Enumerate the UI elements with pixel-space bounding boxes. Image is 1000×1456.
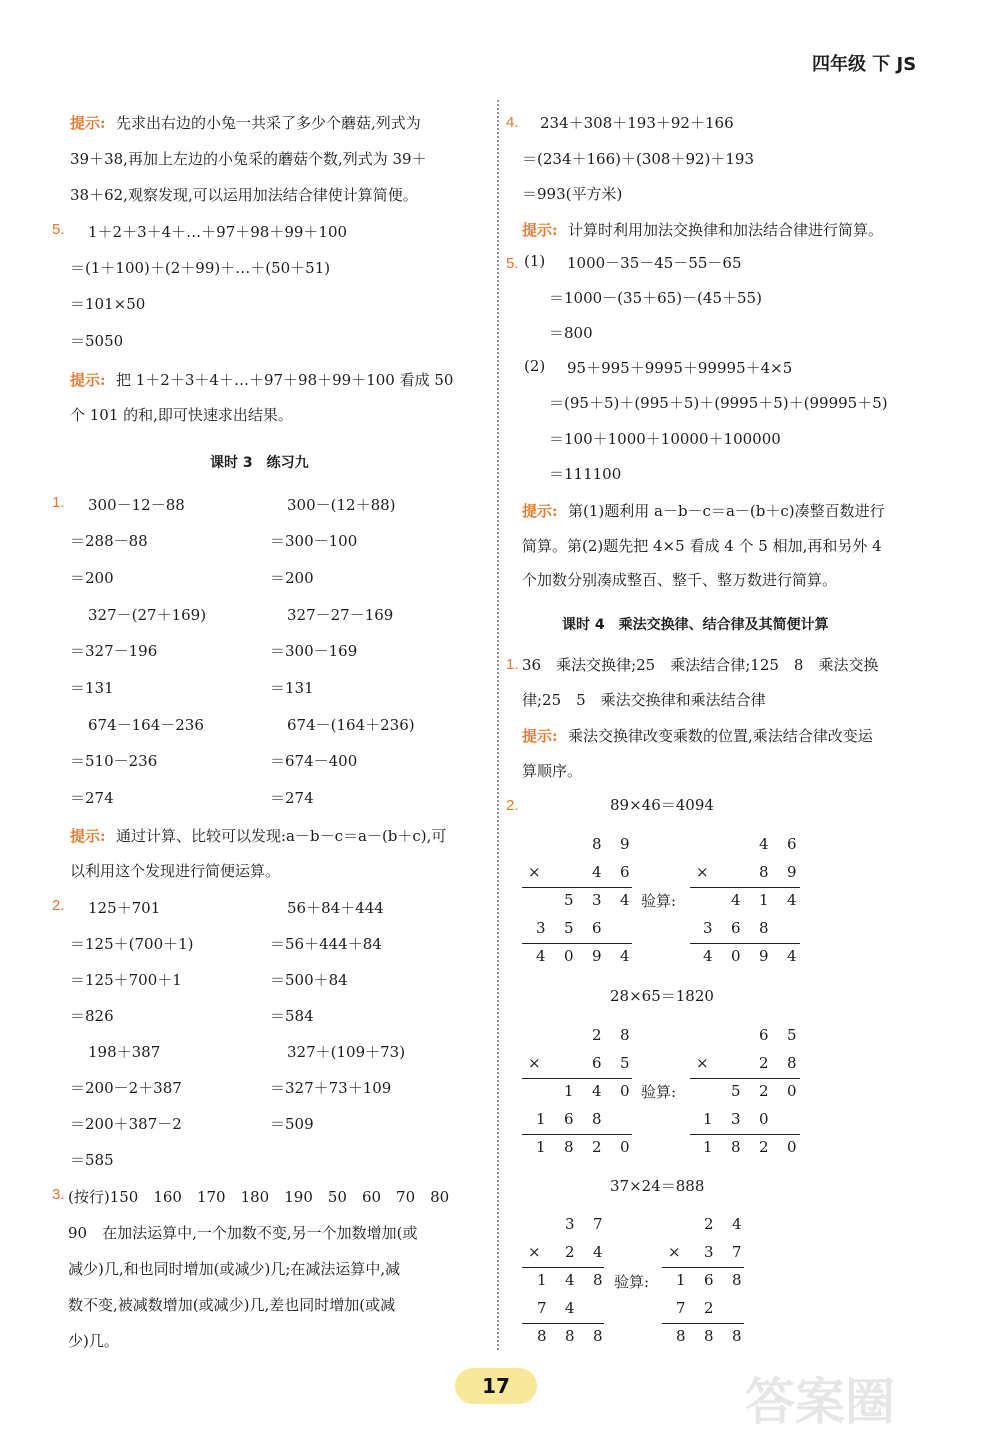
hint-text: 个加数分别凑成整百、整千、整万数进行简算。	[522, 571, 838, 589]
calculation-rule-line	[690, 1134, 800, 1135]
calc-line: ＝300－169	[270, 642, 358, 660]
product-digit: 1	[536, 1138, 546, 1156]
calculation-rule-line	[522, 887, 632, 888]
product-digit: 1	[703, 1138, 713, 1156]
product-digit: 8	[565, 1327, 575, 1345]
calc-line: 95＋995＋9995＋99995＋4×5	[567, 359, 793, 377]
partial-product-digit: 3	[536, 919, 546, 937]
question-number: 2.	[506, 797, 519, 814]
question-number: 5.	[52, 221, 65, 238]
calc-line: ＝(95＋5)＋(995＋5)＋(9995＋5)＋(99995＋5)	[549, 394, 888, 412]
multiplicand-digit: 8	[620, 1026, 630, 1044]
partial-product-digit: 3	[703, 919, 713, 937]
multiplicand-digit: 6	[787, 835, 797, 853]
grade-label: 四年级 下 JS	[812, 54, 917, 75]
calc-line: ＝584	[270, 1007, 314, 1025]
product-digit: 8	[731, 1138, 741, 1156]
multiplicand-digit: 4	[732, 1215, 742, 1233]
multiplicand-digit: 7	[593, 1215, 603, 1233]
answer-line: 数不变,被减数增加(或减少)几,差也同时增加(或减	[68, 1296, 396, 1314]
hint-label: 提示:	[522, 502, 558, 520]
calc-line: ＝131	[270, 679, 314, 697]
question-number: 2.	[52, 897, 65, 914]
calculation-rule-line	[690, 943, 800, 944]
calc-line: ＝100＋1000＋10000＋100000	[549, 430, 781, 448]
question-number: 5.	[506, 255, 519, 272]
lesson-title: 课时 4 乘法交换律、结合律及其简便计算	[562, 617, 829, 633]
times-sign: ×	[528, 1243, 541, 1261]
multiplier-digit: 5	[620, 1054, 630, 1072]
calc-line: 1＋2＋3＋4＋…＋97＋98＋99＋100	[88, 223, 348, 241]
product-digit: 2	[592, 1138, 602, 1156]
answer-line: 36 乘法交换律;25 乘法结合律;125 8 乘法交换	[522, 656, 879, 674]
answer-line: 少)几。	[68, 1332, 119, 1350]
hint-text: 先求出右边的小兔一共采了多少个蘑菇,列式为	[116, 114, 421, 132]
product-digit: 2	[759, 1138, 769, 1156]
partial-product-digit: 3	[731, 1110, 741, 1128]
calc-line: 125＋701	[88, 899, 161, 917]
partial-product-digit: 4	[565, 1271, 575, 1289]
partial-product-digit: 1	[676, 1271, 686, 1289]
check-label: 验算:	[641, 1083, 677, 1101]
calculation-rule-line	[522, 1323, 604, 1324]
partial-product-digit: 4	[565, 1299, 575, 1317]
calc-line: 56＋84＋444	[287, 899, 384, 917]
calc-line: 234＋308＋193＋92＋166	[540, 114, 734, 132]
calc-line: ＝510－236	[70, 752, 158, 770]
column-divider	[497, 100, 499, 1350]
hint-text: 通过计算、比较可以发现:a－b－c＝a－(b＋c),可	[116, 827, 447, 845]
partial-product-digit: 7	[537, 1299, 547, 1317]
calc-line: ＝509	[270, 1115, 314, 1133]
calc-line: ＝327－196	[70, 642, 158, 660]
question-number: 1.	[506, 656, 519, 673]
product-digit: 4	[536, 947, 546, 965]
multiplier-digit: 4	[592, 863, 602, 881]
times-sign: ×	[528, 863, 541, 881]
product-digit: 4	[703, 947, 713, 965]
partial-product-digit: 3	[592, 891, 602, 909]
multiplication-equation: 28×65＝1820	[610, 987, 714, 1005]
multiplier-digit: 4	[593, 1243, 603, 1261]
product-digit: 4	[787, 947, 797, 965]
hint-text: 乘法交换律改变乘数的位置,乘法结合律改变运	[568, 727, 873, 745]
calc-line: ＝993(平方米)	[522, 185, 623, 203]
partial-product-digit: 6	[731, 919, 741, 937]
calc-line: 674－(164＋236)	[287, 716, 415, 734]
calc-line: ＝674－400	[270, 752, 358, 770]
calculation-rule-line	[662, 1267, 744, 1268]
product-digit: 4	[620, 947, 630, 965]
answer-line: (按行)150 160 170 180 190 50 60 70 80	[68, 1188, 450, 1206]
product-digit: 0	[620, 1138, 630, 1156]
calc-line: ＝274	[70, 789, 114, 807]
multiplier-digit: 6	[620, 863, 630, 881]
times-sign: ×	[696, 863, 709, 881]
calc-line: ＝125＋(700＋1)	[70, 935, 194, 953]
multiplier-digit: 8	[787, 1054, 797, 1072]
partial-product-digit: 1	[703, 1110, 713, 1128]
hint-text: 算顺序。	[522, 762, 583, 780]
hint-text: 简算。第(2)题先把 4×5 看成 4 个 5 相加,再和另外 4	[522, 537, 882, 555]
calc-line: 1000－35－45－55－65	[567, 254, 742, 272]
calc-line: ＝500＋84	[270, 971, 348, 989]
partial-product-digit: 1	[564, 1082, 574, 1100]
question-number: 3.	[52, 1186, 65, 1203]
partial-product-digit: 2	[704, 1299, 714, 1317]
multiplicand-digit: 9	[620, 835, 630, 853]
calculation-rule-line	[690, 887, 800, 888]
hint-text: 38＋62,观察发现,可以运用加法结合律使计算简便。	[70, 186, 418, 204]
hint-text: 第(1)题利用 a－b－c＝a－(b＋c)凑整百数进行	[568, 502, 885, 520]
multiplier-digit: 2	[565, 1243, 575, 1261]
hint-label: 提示:	[70, 827, 106, 845]
calculation-rule-line	[522, 943, 632, 944]
partial-product-digit: 4	[787, 891, 797, 909]
calc-line: ＝125＋700＋1	[70, 971, 182, 989]
partial-product-digit: 8	[593, 1271, 603, 1289]
calc-line: ＝101×50	[70, 295, 146, 313]
partial-product-digit: 4	[592, 1082, 602, 1100]
product-digit: 8	[593, 1327, 603, 1345]
calc-line: 327－27－169	[287, 606, 394, 624]
calc-line: ＝56＋444＋84	[270, 935, 382, 953]
calc-line: ＝200	[270, 569, 314, 587]
partial-product-digit: 1	[536, 1110, 546, 1128]
times-sign: ×	[696, 1054, 709, 1072]
hint-text: 计算时利用加法交换律和加法结合律进行简算。	[568, 221, 884, 239]
multiplication-equation: 89×46＝4094	[610, 796, 714, 814]
calc-line: ＝1000－(35＋65)－(45＋55)	[549, 289, 762, 307]
calc-line: ＝585	[70, 1151, 114, 1169]
partial-product-digit: 8	[759, 919, 769, 937]
partial-product-digit: 2	[759, 1082, 769, 1100]
calc-line: ＝274	[270, 789, 314, 807]
question-number: 1.	[52, 494, 65, 511]
multiplier-digit: 3	[704, 1243, 714, 1261]
hint-label: 提示:	[522, 221, 558, 239]
hint-text: 以利用这个发现进行简便运算。	[70, 862, 281, 880]
partial-product-digit: 8	[592, 1110, 602, 1128]
product-digit: 0	[731, 947, 741, 965]
product-digit: 9	[592, 947, 602, 965]
calc-line: ＝300－100	[270, 532, 358, 550]
product-digit: 0	[564, 947, 574, 965]
page-number-badge	[455, 1368, 537, 1404]
product-digit: 8	[732, 1327, 742, 1345]
partial-product-digit: 5	[564, 891, 574, 909]
calc-line: 300－(12＋88)	[287, 496, 396, 514]
product-digit: 8	[564, 1138, 574, 1156]
multiplicand-digit: 8	[592, 835, 602, 853]
multiplier-digit: 7	[732, 1243, 742, 1261]
calc-line: ＝826	[70, 1007, 114, 1025]
answer-line: 减少)几,和也同时增加(或减少)几;在减法运算中,减	[68, 1260, 401, 1278]
product-digit: 0	[787, 1138, 797, 1156]
calculation-rule-line	[690, 1078, 800, 1079]
multiplier-digit: 6	[592, 1054, 602, 1072]
calc-line: ＝327＋73＋109	[270, 1079, 392, 1097]
partial-product-digit: 5	[731, 1082, 741, 1100]
calc-line: ＝200－2＋387	[70, 1079, 182, 1097]
calc-line: ＝(1＋100)＋(2＋99)＋…＋(50＋51)	[70, 259, 331, 277]
multiplicand-digit: 2	[592, 1026, 602, 1044]
calc-line: ＝800	[549, 324, 593, 342]
product-digit: 8	[676, 1327, 686, 1345]
multiplicand-digit: 3	[565, 1215, 575, 1233]
product-digit: 8	[704, 1327, 714, 1345]
calc-line: 198＋387	[88, 1043, 161, 1061]
calculation-rule-line	[522, 1078, 632, 1079]
sub-label: (2)	[524, 357, 546, 375]
multiplicand-digit: 5	[787, 1026, 797, 1044]
partial-product-digit: 0	[759, 1110, 769, 1128]
calc-line: ＝288－88	[70, 532, 148, 550]
calc-line: ＝131	[70, 679, 114, 697]
times-sign: ×	[528, 1054, 541, 1072]
multiplier-digit: 2	[759, 1054, 769, 1072]
calc-line: ＝111100	[549, 465, 622, 483]
partial-product-digit: 4	[620, 891, 630, 909]
hint-text: 把 1＋2＋3＋4＋…＋97＋98＋99＋100 看成 50	[116, 371, 454, 389]
check-label: 验算:	[614, 1273, 650, 1291]
partial-product-digit: 0	[787, 1082, 797, 1100]
partial-product-digit: 6	[592, 919, 602, 937]
calc-line: ＝5050	[70, 332, 124, 350]
check-label: 验算:	[641, 892, 677, 910]
hint-label: 提示:	[522, 727, 558, 745]
hint-label: 提示:	[70, 371, 106, 389]
calc-line: ＝200	[70, 569, 114, 587]
partial-product-digit: 1	[537, 1271, 547, 1289]
lesson-title: 课时 3 练习九	[210, 455, 309, 471]
calculation-rule-line	[522, 1134, 632, 1135]
partial-product-digit: 5	[564, 919, 574, 937]
watermark-logo: 答案圈	[745, 1373, 895, 1431]
calc-line: 327－(27＋169)	[88, 606, 207, 624]
hint-label: 提示:	[70, 114, 106, 132]
partial-product-digit: 6	[704, 1271, 714, 1289]
partial-product-digit: 0	[620, 1082, 630, 1100]
calc-line: ＝(234＋166)＋(308＋92)＋193	[522, 150, 755, 168]
multiplier-digit: 9	[787, 863, 797, 881]
partial-product-digit: 8	[732, 1271, 742, 1289]
answer-line: 90 在加法运算中,一个加数不变,另一个加数增加(或	[68, 1224, 418, 1242]
hint-text: 个 101 的和,即可快速求出结果。	[70, 406, 293, 424]
calc-line: 327＋(109＋73)	[287, 1043, 406, 1061]
answer-line: 律;25 5 乘法交换律和乘法结合律	[522, 691, 766, 709]
partial-product-digit: 4	[731, 891, 741, 909]
multiplicand-digit: 6	[759, 1026, 769, 1044]
partial-product-digit: 1	[759, 891, 769, 909]
product-digit: 9	[759, 947, 769, 965]
page-number: 17	[482, 1374, 510, 1398]
hint-text: 39＋38,再加上左边的小兔采的蘑菇个数,列式为 39＋	[70, 150, 427, 168]
multiplicand-digit: 4	[759, 835, 769, 853]
calc-line: ＝200＋387－2	[70, 1115, 182, 1133]
times-sign: ×	[668, 1243, 681, 1261]
multiplier-digit: 8	[759, 863, 769, 881]
calculation-rule-line	[662, 1323, 744, 1324]
question-number: 4.	[506, 114, 519, 131]
calc-line: 300－12－88	[88, 496, 185, 514]
calc-line: 674－164－236	[88, 716, 204, 734]
multiplicand-digit: 2	[704, 1215, 714, 1233]
sub-label: (1)	[524, 252, 546, 270]
multiplication-equation: 37×24＝888	[610, 1177, 705, 1195]
calculation-rule-line	[522, 1267, 604, 1268]
partial-product-digit: 7	[676, 1299, 686, 1317]
partial-product-digit: 6	[564, 1110, 574, 1128]
product-digit: 8	[537, 1327, 547, 1345]
